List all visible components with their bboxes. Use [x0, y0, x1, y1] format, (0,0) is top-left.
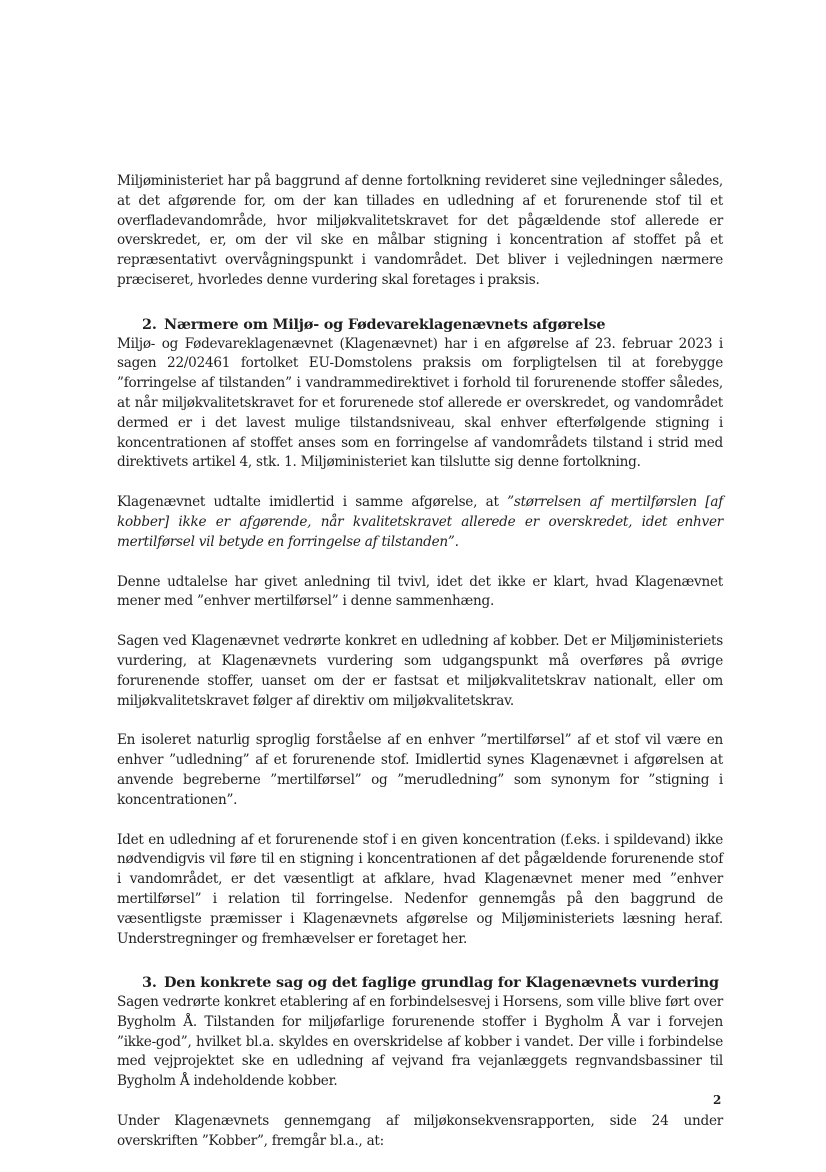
section-3-number: 3.: [142, 974, 157, 992]
section-2-number: 2.: [142, 315, 157, 333]
section-2-paragraph-4: Sagen ved Klagenævnet vedrørte konkret en udledning af kobber. Det er Miljøministeriets vurdering, at Klagenævnets vurdering som udgangspunkt må overføres på øvrige forurenende stoffer, uanset om der er fastsat et miljøkvalitetskrav nationalt, eller om miljøkvalitetskravet følger af direktiv om miljøkvalitetskrav.: [117, 633, 723, 709]
section-2-title: Nærmere om Miljø- og Fødevareklagenævnets afgørelse: [164, 315, 606, 333]
intro-paragraph: Miljøministeriet har på baggrund af denne fortolkning revideret sine vejledninger således, at det afgørende for, om der kan tillades en udledning af et forurenende stof til et overfladevandområde, hvor miljøkvalitetskravet for det pågældende stof allerede er overskredet, er, om der vil ske en målbar stigning i koncentration af stoffet på et repræsentativt overvågningspunkt i vandområdet. Det bliver i vejledningen nærmere præciseret, hvorledes denne vurdering skal foretages i praksis.: [117, 173, 723, 288]
page-number: 2: [713, 1093, 722, 1107]
section-2-paragraph-6: Idet en udledning af et forurenende stof i en given koncentration (f.eks. i spildevand) ikke nødvendigvis vil føre til en stigning i koncentrationen af det pågældende forurenende stof i vandområdet, er det væsentligt at afklare, hvad Klagenævnet mener med ”enhver mertilførsel” i relation til forringelse. Nedenfor gennemgås på den baggrund de væsentligste præmisser i Klagenævnets afgørelse og Miljøministeriets læsning heraf. Understregninger og fremhævelser er foretaget her.: [117, 831, 723, 947]
section-2-paragraph-5: En isoleret naturlig sproglig forståelse af en enhver ”mertilførsel” af et stof vil være en enhver ”udledning” af et forurenende stof. Imidlertid synes Klagenævnet i afgørelsen at anvende begreberne ”mertilførsel” og ”merudledning” som synonym for ”stigning i koncentrationen”.: [117, 732, 723, 808]
quote-lead-text: Klagenævnet udtalte imidlertid i samme afgørelse, at: [117, 494, 508, 511]
section-2-paragraph-2: [117, 493, 723, 552]
document-body: [117, 172, 723, 1172]
section-3-heading: [117, 973, 723, 993]
section-2-paragraph-1: Miljø- og Fødevareklagenævnet (Klagenævnet) har i en afgørelse af 23. februar 2023 i sagen 22/02461 fortolket EU-Domstolens praksis om forpligtelsen til at forebygge ”forringelse af tilstanden” i vandrammedirektivet i forhold til forurenende stoffer således, at når miljøkvalitetskravet for et forurenede stof allerede er overskredet, og vandområdet dermed er i det lavest mulige tilstandsniveau, skal enhver efterfølgende stigning i koncentrationen af stoffet anses som en forringelse af vandområdets tilstand i strid med direktivets artikel 4, stk. 1. Miljøministeriet kan tilslutte sig denne fortolkning.: [117, 335, 723, 471]
quote-text: ”størrelsen af mertilførslen [af kobber] ikke er afgørende, når kvalitetskravet allerede er overskredet, idet enhver mertilførsel vil betyde en forringelse af tilstanden”.: [117, 494, 723, 550]
section-3-paragraph-2: Under Klagenævnets gennemgang af miljøkonsekvensrapporten, side 24 under overskriften ”Kobber”, fremgår bl.a., at:: [117, 1113, 723, 1149]
section-3-paragraph-1: Sagen vedrørte konkret etablering af en forbindelsesvej i Horsens, som ville blive ført over Bygholm Å. Tilstanden for miljøfarlige forurenende stoffer i Bygholm Å var i forvejen ”ikke-god”, hvilket bl.a. skyldes en overskridelse af kobber i vandet. Der ville i forbindelse med vejprojektet ske en udledning af vejvand fra vejanlæggets regnvandsbassiner til Bygholm Å indeholdende kobber.: [117, 994, 723, 1090]
section-2-heading: [117, 315, 723, 335]
section-2-paragraph-3: Denne udtalelse har givet anledning til tvivl, idet det ikke er klart, hvad Klagenævnet mener med ”enhver mertilførsel” i denne sammenhæng.: [117, 573, 723, 610]
section-3-title: Den konkrete sag og det faglige grundlag for Klagenævnets vurdering: [164, 974, 719, 992]
